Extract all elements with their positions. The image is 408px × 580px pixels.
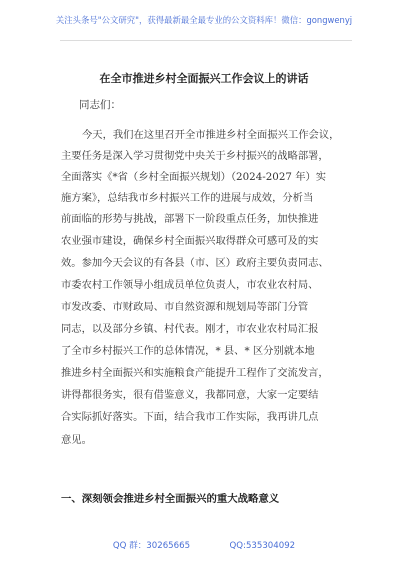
footer-qq-group: QQ 群：30265665 — [112, 541, 191, 551]
paragraph-line: 意见。 — [61, 434, 92, 446]
header-divider — [60, 40, 352, 41]
document-title: 在全市推进乡村全面振兴工作会议上的讲话 — [99, 72, 309, 85]
paragraph-line: 讲得都很务实，很有借鉴意义，我都同意，大家一定要结 — [61, 389, 319, 401]
paragraph-line: 推进乡村全面振兴和实施粮食产能提升工程作了交流发言， — [61, 367, 329, 379]
paragraph-line: 全面落实《*省（乡村全面振兴规划）（2024-2027 年）实 — [61, 171, 327, 183]
paragraph-line: 了全市乡村振兴工作的总体情况，* 县、* 区分别就本地 — [61, 345, 315, 357]
paragraph-line: 效。参加今天会议的有各县（市、区）政府主要负责同志、 — [61, 257, 329, 269]
section-heading: 一、深刻领会推进乡村全面振兴的重大战略意义 — [61, 493, 280, 505]
paragraph-line: 农业强市建设，确保乡村全面振兴取得群众可感可及的实 — [61, 235, 319, 247]
paragraph-line: 主要任务是深入学习贯彻党中央关于乡村振兴的战略部署， — [61, 150, 329, 162]
paragraph-line: 前面临的形势与挑战，部署下一阶段重点任务，加快推进 — [61, 213, 319, 225]
paragraph-line: 今天，我们在这里召开全市推进乡村全面振兴工作会议， — [82, 129, 340, 141]
footer-qq: QQ:535304092 — [229, 541, 296, 551]
paragraph-line: 市发改委、市财政局、市自然资源和规划局等部门分管 — [61, 301, 309, 313]
footer-contact — [0, 539, 408, 551]
header-banner: 关注头条号"公文研究"，获得最新最全最专业的公文资料库！微信：gongwenyj — [55, 15, 353, 25]
paragraph-line: 市委农村工作领导小组成员单位负责人，市农业农村局、 — [61, 279, 319, 291]
paragraph-line: 合实际抓好落实。下面，结合我市工作实际，我再讲几点 — [61, 411, 319, 423]
paragraph-line: 施方案》，总结我市乡村振兴工作的进展与成效，分析当 — [61, 192, 314, 204]
salutation: 同志们： — [79, 99, 121, 111]
paragraph-line: 同志，以及部分乡镇、村代表。刚才，市农业农村局汇报 — [61, 323, 319, 335]
